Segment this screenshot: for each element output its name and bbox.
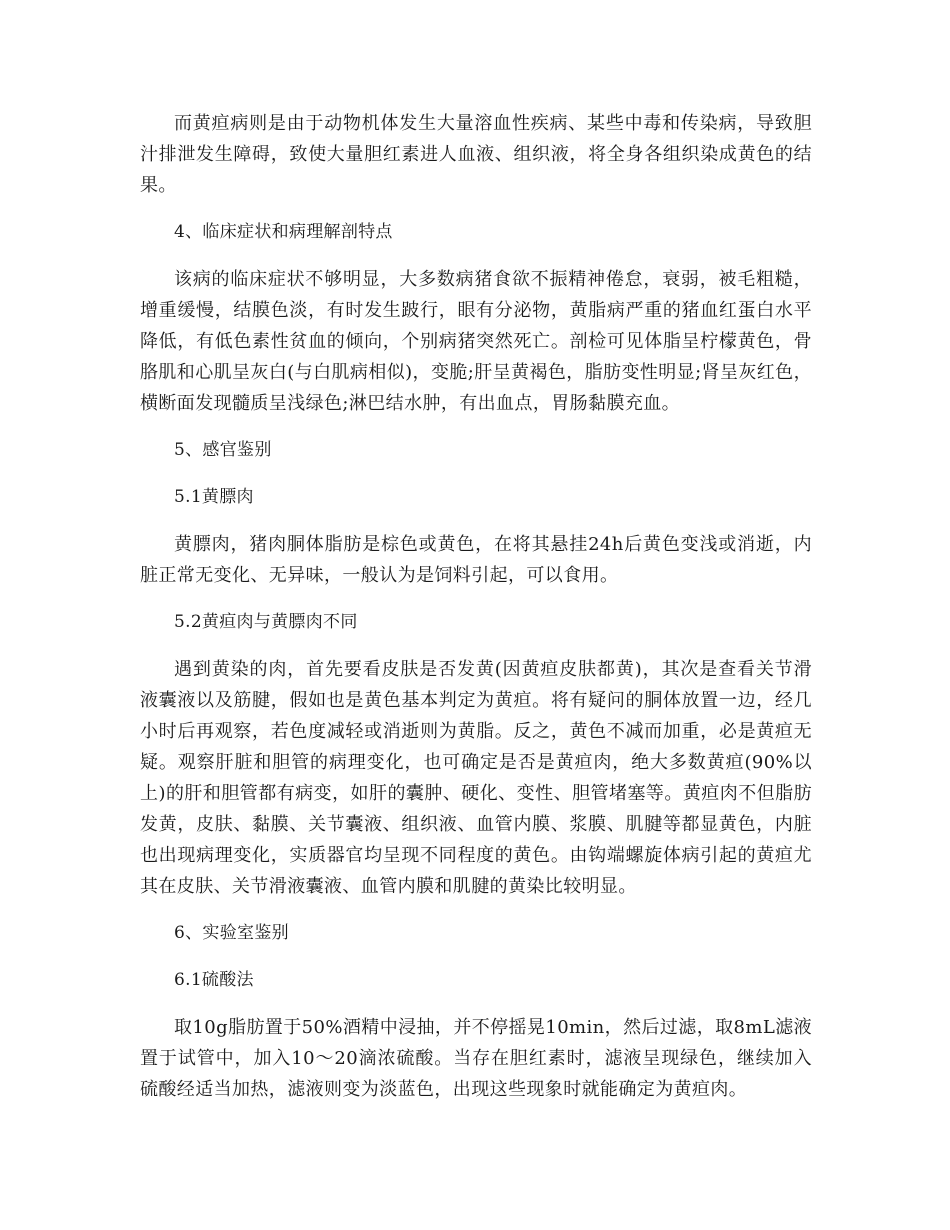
paragraph-sulfuric-acid-method: 取10g脂肪置于50%酒精中浸抽，并不停摇晃10min，然后过滤，取8mL滤液置于试管中，加入10～20滴浓硫酸。当存在胆红素时，滤液呈现绿色，继续加入硫酸经适当加热，滤液则变为淡蓝色，出现这些现象时就能确定为黄疸肉。 [140, 1017, 812, 1100]
section-heading-6: 6、实验室鉴别 [174, 923, 289, 943]
section-heading-5: 5、感官鉴别 [174, 440, 272, 460]
paragraph-clinical-symptoms: 该病的临床症状不够明显，大多数病猪食欲不振精神倦怠，衰弱，被毛粗糙，增重缓慢，结膜色淡，有时发生跛行，眼有分泌物，黄脂病严重的猪血红蛋白水平降低，有低色素性贫血的倾向，个别病猪突然死亡。剖检可见体脂呈柠檬黄色，骨胳肌和心肌呈灰白(与白肌病相似)，变脆;肝呈黄褐色，脂肪变性明显;肾呈灰红色，横断面发现髓质呈浅绿色;淋巴结水肿，有出血点，胃肠黏膜充血。 [140, 269, 812, 414]
subsection-heading-5-1: 5.1黄膘肉 [174, 487, 254, 507]
subsection-heading-5-2: 5.2黄疸肉与黄膘肉不同 [174, 612, 358, 632]
subsection-heading-6-1: 6.1硫酸法 [174, 970, 254, 990]
section-heading-4: 4、临床症状和病理解剖特点 [174, 222, 393, 242]
paragraph-jaundice-cause: 而黄疸病则是由于动物机体发生大量溶血性疾病、某些中毒和传染病，导致胆汁排泄发生障碍，致使大量胆红素进人血液、组织液，将全身各组织染成黄色的结果。 [140, 113, 812, 196]
paragraph-jaundice-vs-yellow-fat: 遇到黄染的肉，首先要看皮肤是否发黄(因黄疸皮肤都黄)，其次是查看关节滑液囊液以及筋腱，假如也是黄色基本判定为黄疸。将有疑问的胴体放置一边，经几小时后再观察，若色度减轻或消逝则为黄脂。反之，黄色不减而加重，必是黄疸无疑。观察肝脏和胆管的病理变化，也可确定是否是黄疸肉，绝大多数黄疸(90%以上)的肝和胆管都有病变，如肝的囊肿、硬化、变性、胆管堵塞等。黄疸肉不但脂肪发黄，皮肤、黏膜、关节囊液、组织液、血管内膜、浆膜、肌腱等都显黄色，内脏也出现病理变化，实质器官均呈现不同程度的黄色。由钩端螺旋体病引起的黄疸尤其在皮肤、关节滑液囊液、血管内膜和肌腱的黄染比较明显。 [140, 659, 812, 897]
document-page [140, 108, 812, 1121]
paragraph-yellow-fat: 黄膘肉，猪肉胴体脂肪是棕色或黄色，在将其悬挂24h后黄色变浅或消逝，内脏正常无变化、无异味，一般认为是饲料引起，可以食用。 [140, 534, 812, 586]
